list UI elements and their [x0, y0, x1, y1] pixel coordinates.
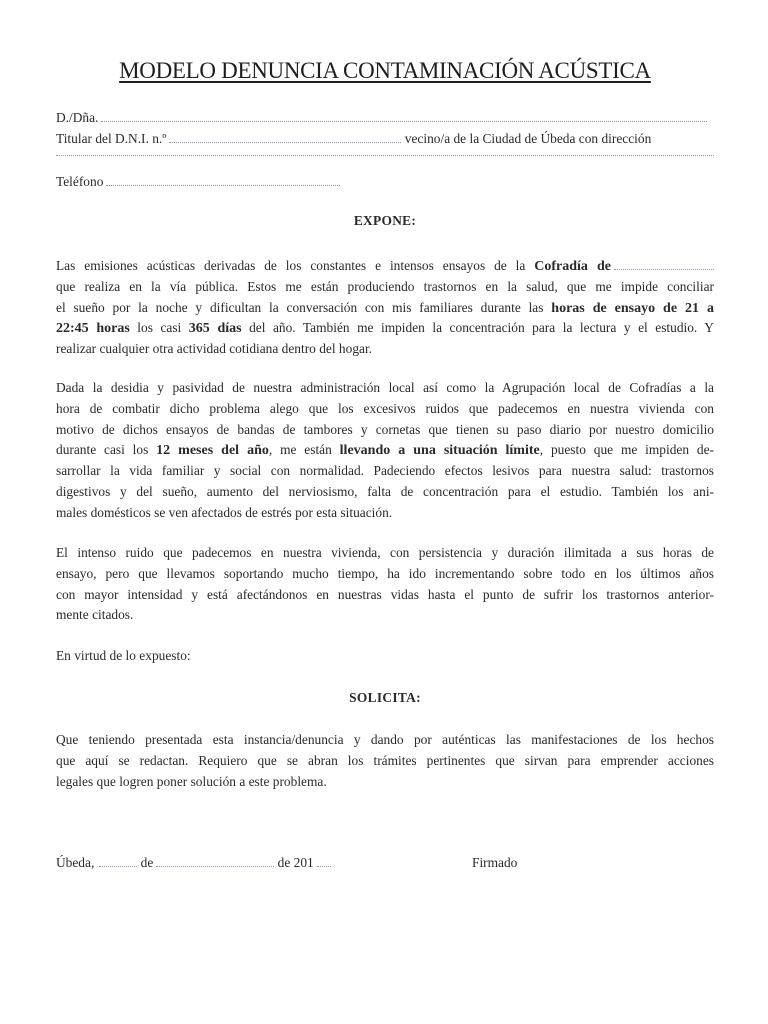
p1-line-2: que realiza en la vía pública. Estos me están produciendo trastornos en la salud, que me impide conciliar: [56, 278, 714, 294]
p1-line-4: [56, 318, 714, 339]
document-title: MODELO DENUNCIA CONTAMINACIÓN ACÚSTICA: [119, 58, 651, 83]
p2-text-d2: , me están: [268, 442, 340, 458]
paragraph-2: [56, 378, 714, 524]
paragraph-3: [56, 543, 714, 626]
p3-line-1: El intenso ruido que padecemos en nuestra vivienda, con persistencia y duración ilimitada a sus horas de: [56, 545, 714, 560]
p2-line-5: sarrollar la vida familiar y social con normalidad. Padeciendo efectos lesivos para nuestra salud: trastornos: [56, 463, 714, 479]
name-label: D./Dña.: [56, 110, 99, 125]
document-page: [56, 0, 714, 1024]
phone-field-row: [56, 174, 340, 190]
name-blank[interactable]: [101, 110, 707, 122]
expone-heading: EXPONE:: [353, 213, 417, 228]
date-row: [56, 855, 331, 871]
day-blank[interactable]: [99, 855, 137, 867]
p2-line-1: Dada la desidia y pasividad de nuestra administración local así como la Agrupación local de Cofradías a la: [56, 380, 714, 395]
p2-line-3: motivo de dichos ensayos de bandas de tambores y cornetas que tienen su paso diario por nuestro domicilio: [56, 421, 714, 437]
p3-line-4: mente citados.: [56, 607, 134, 623]
phone-blank[interactable]: [106, 174, 340, 186]
p2-text-d1: durante casi los: [56, 442, 157, 458]
date-de-1: de: [140, 855, 154, 870]
date-city: Úbeda,: [56, 855, 95, 870]
p4-line-1: Que teniendo presentada esta instancia/denuncia y dando por auténticas las manifestaciones de los hechos: [56, 732, 714, 747]
cofradia-blank[interactable]: [614, 258, 714, 270]
paragraph-1: [56, 256, 714, 360]
dni-field-row: [56, 131, 651, 147]
p1-bold-days: 365 días: [188, 321, 242, 337]
p2-bold-limit: llevando a una situación límite: [339, 443, 540, 459]
dni-blank[interactable]: [169, 131, 401, 143]
solicita-heading: SOLICITA:: [349, 690, 421, 705]
p1-line-1: [56, 256, 714, 277]
phone-label: Teléfono: [56, 174, 104, 189]
p1-bold-time: 22:45 horas: [56, 321, 130, 337]
date-de-2: de 201: [277, 855, 314, 870]
name-field-row: [56, 110, 707, 126]
p1-text-d2: del año. También me impiden la concentración para la lectura y el estudio. Y: [241, 320, 714, 336]
dni-label: Titular del D.N.I. n.º: [56, 131, 167, 146]
p2-bold-months: 12 meses del año: [156, 443, 269, 459]
vecino-label: vecino/a de la Ciudad de Úbeda con dirección: [404, 131, 652, 146]
p1-line-5: realizar cualquier otra actividad cotidiana dentro del hogar.: [56, 341, 373, 357]
p1-bold-cofradia: Cofradía de: [534, 259, 611, 274]
year-blank[interactable]: [317, 855, 331, 867]
month-blank[interactable]: [156, 855, 274, 867]
p4-line-3: legales que logren poner solución a este problema.: [56, 773, 327, 789]
p1-text-c: el sueño por la noche y dificultan la conversación con mis familiares durante las: [56, 299, 552, 315]
p2-line-6: digestivos y del sueño, aumento del nerviosismo, falta de concentración para el estudio. También los ani-: [56, 483, 714, 499]
address-blank[interactable]: [56, 155, 714, 156]
signature-label: Firmado: [472, 855, 518, 870]
paragraph-4: [56, 730, 714, 792]
p2-text-d3: , puesto que me impiden de-: [539, 442, 715, 458]
p2-line-7: males domésticos se ven afectados de estrés por esta situación.: [56, 504, 393, 520]
p3-line-2: ensayo, pero que llevamos soportando mucho tiempo, ha ido incrementando sobre todo en los últimos años: [56, 565, 714, 581]
p1-text-a: Las emisiones acústicas derivadas de los constantes e intensos ensayos de la: [56, 258, 535, 273]
p4-line-2: que aquí se redactan. Requiero que se abran los trámites pertinentes que sirvan para emprender acciones: [56, 752, 714, 768]
en-virtud-text: En virtud de lo expuesto:: [56, 648, 191, 663]
p3-line-3: con mayor intensidad y está afectándonos en nuestras vidas hasta el punto de sufrir los trastornos anterior-: [56, 586, 714, 602]
p2-line-2: hora de combatir dicho problema alego que los excesivos ruidos que padecemos en nuestra vivienda con: [56, 400, 714, 416]
p1-bold-hours: horas de ensayo de 21 a: [551, 300, 714, 316]
p1-line-3: [56, 298, 714, 319]
p2-line-4: [56, 440, 714, 461]
p1-text-d1: los casi: [129, 320, 189, 336]
